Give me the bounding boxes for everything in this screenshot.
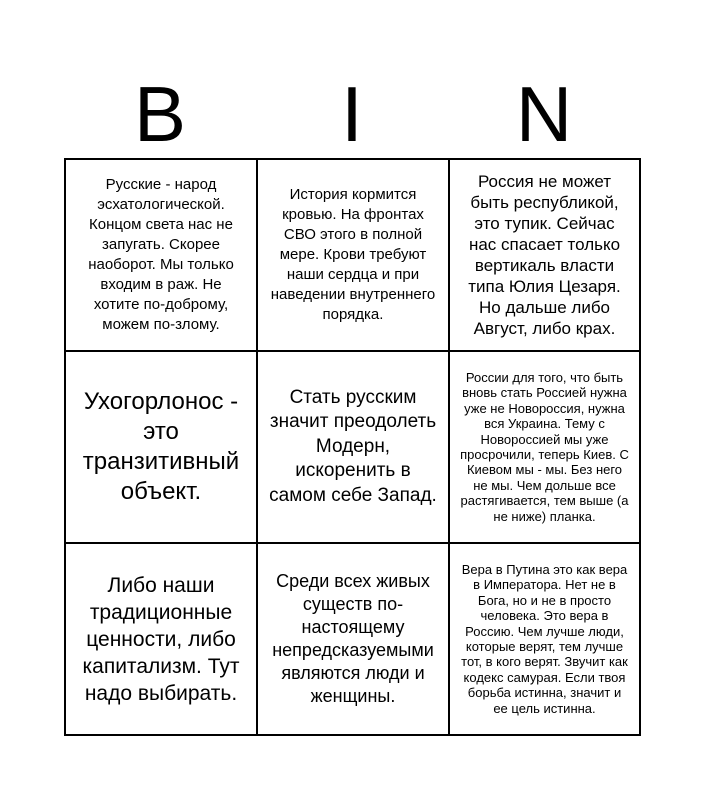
cell-text: Ухогорлонос - это транзитивный объект. <box>82 388 240 505</box>
bingo-cell-2[interactable] <box>258 160 450 352</box>
cell-text: Среди всех живых существ по-настоящему непредсказуемыми являются люди и женщины. <box>272 571 434 706</box>
cell-text: Русские - народ эсхатологической. Концом света нас не запугать. Скорее наоборот. Мы только входим в раж. Не хотите по-доброму, можем по-злому. <box>88 176 234 333</box>
bingo-cell-6[interactable] <box>450 352 639 544</box>
bingo-cell-7[interactable] <box>66 544 258 734</box>
cell-text: История кормится кровью. На фронтах СВО этого в полной мере. Крови требуют наши сердца и при наведении внутреннего порядка. <box>270 186 436 323</box>
cell-text: Либо наши традиционные ценности, либо капитализм. Тут надо выбирать. <box>82 573 240 705</box>
bingo-cell-8[interactable] <box>258 544 450 734</box>
header-letter-b: B <box>133 70 187 158</box>
cell-text: Вера в Путина это как вера в Императора. Нет не в Бога, но и не в просто человека. Это вера в Россию. Чем лучше люди, которые верят, тем лучше тот, в кого верят. Звучит как кодекс самурая. Если твоя борьба истинна, значит и ее цель истинна. <box>461 561 628 716</box>
bingo-header <box>64 64 641 158</box>
bingo-cell-4[interactable] <box>66 352 258 544</box>
cell-text: Россия не может быть республикой, это тупик. Сейчас нас спасает только вертикаль власти типа Юлия Цезаря. Но дальше либо Август, либо крах. <box>468 172 621 338</box>
bingo-cell-9[interactable] <box>450 544 639 734</box>
cell-text: России для того, что быть вновь стать Россией нужна уже не Новороссия, нужна вся Украина. Тему с Новороссией мы уже просрочили, теперь Киев. С Киевом мы - мы. Без него не мы. Чем дольше все растягивается, тем выше (а не ниже) планка. <box>460 369 629 524</box>
header-letter-n: N <box>515 70 573 158</box>
bingo-cell-5[interactable] <box>258 352 450 544</box>
bingo-grid <box>64 158 641 736</box>
bingo-cell-3[interactable] <box>450 160 639 352</box>
cell-text: Стать русским значит преодолеть Модерн, искоренить в самом себе Запад. <box>269 386 437 506</box>
bingo-cell-1[interactable] <box>66 160 258 352</box>
header-letter-i: I <box>341 70 363 158</box>
